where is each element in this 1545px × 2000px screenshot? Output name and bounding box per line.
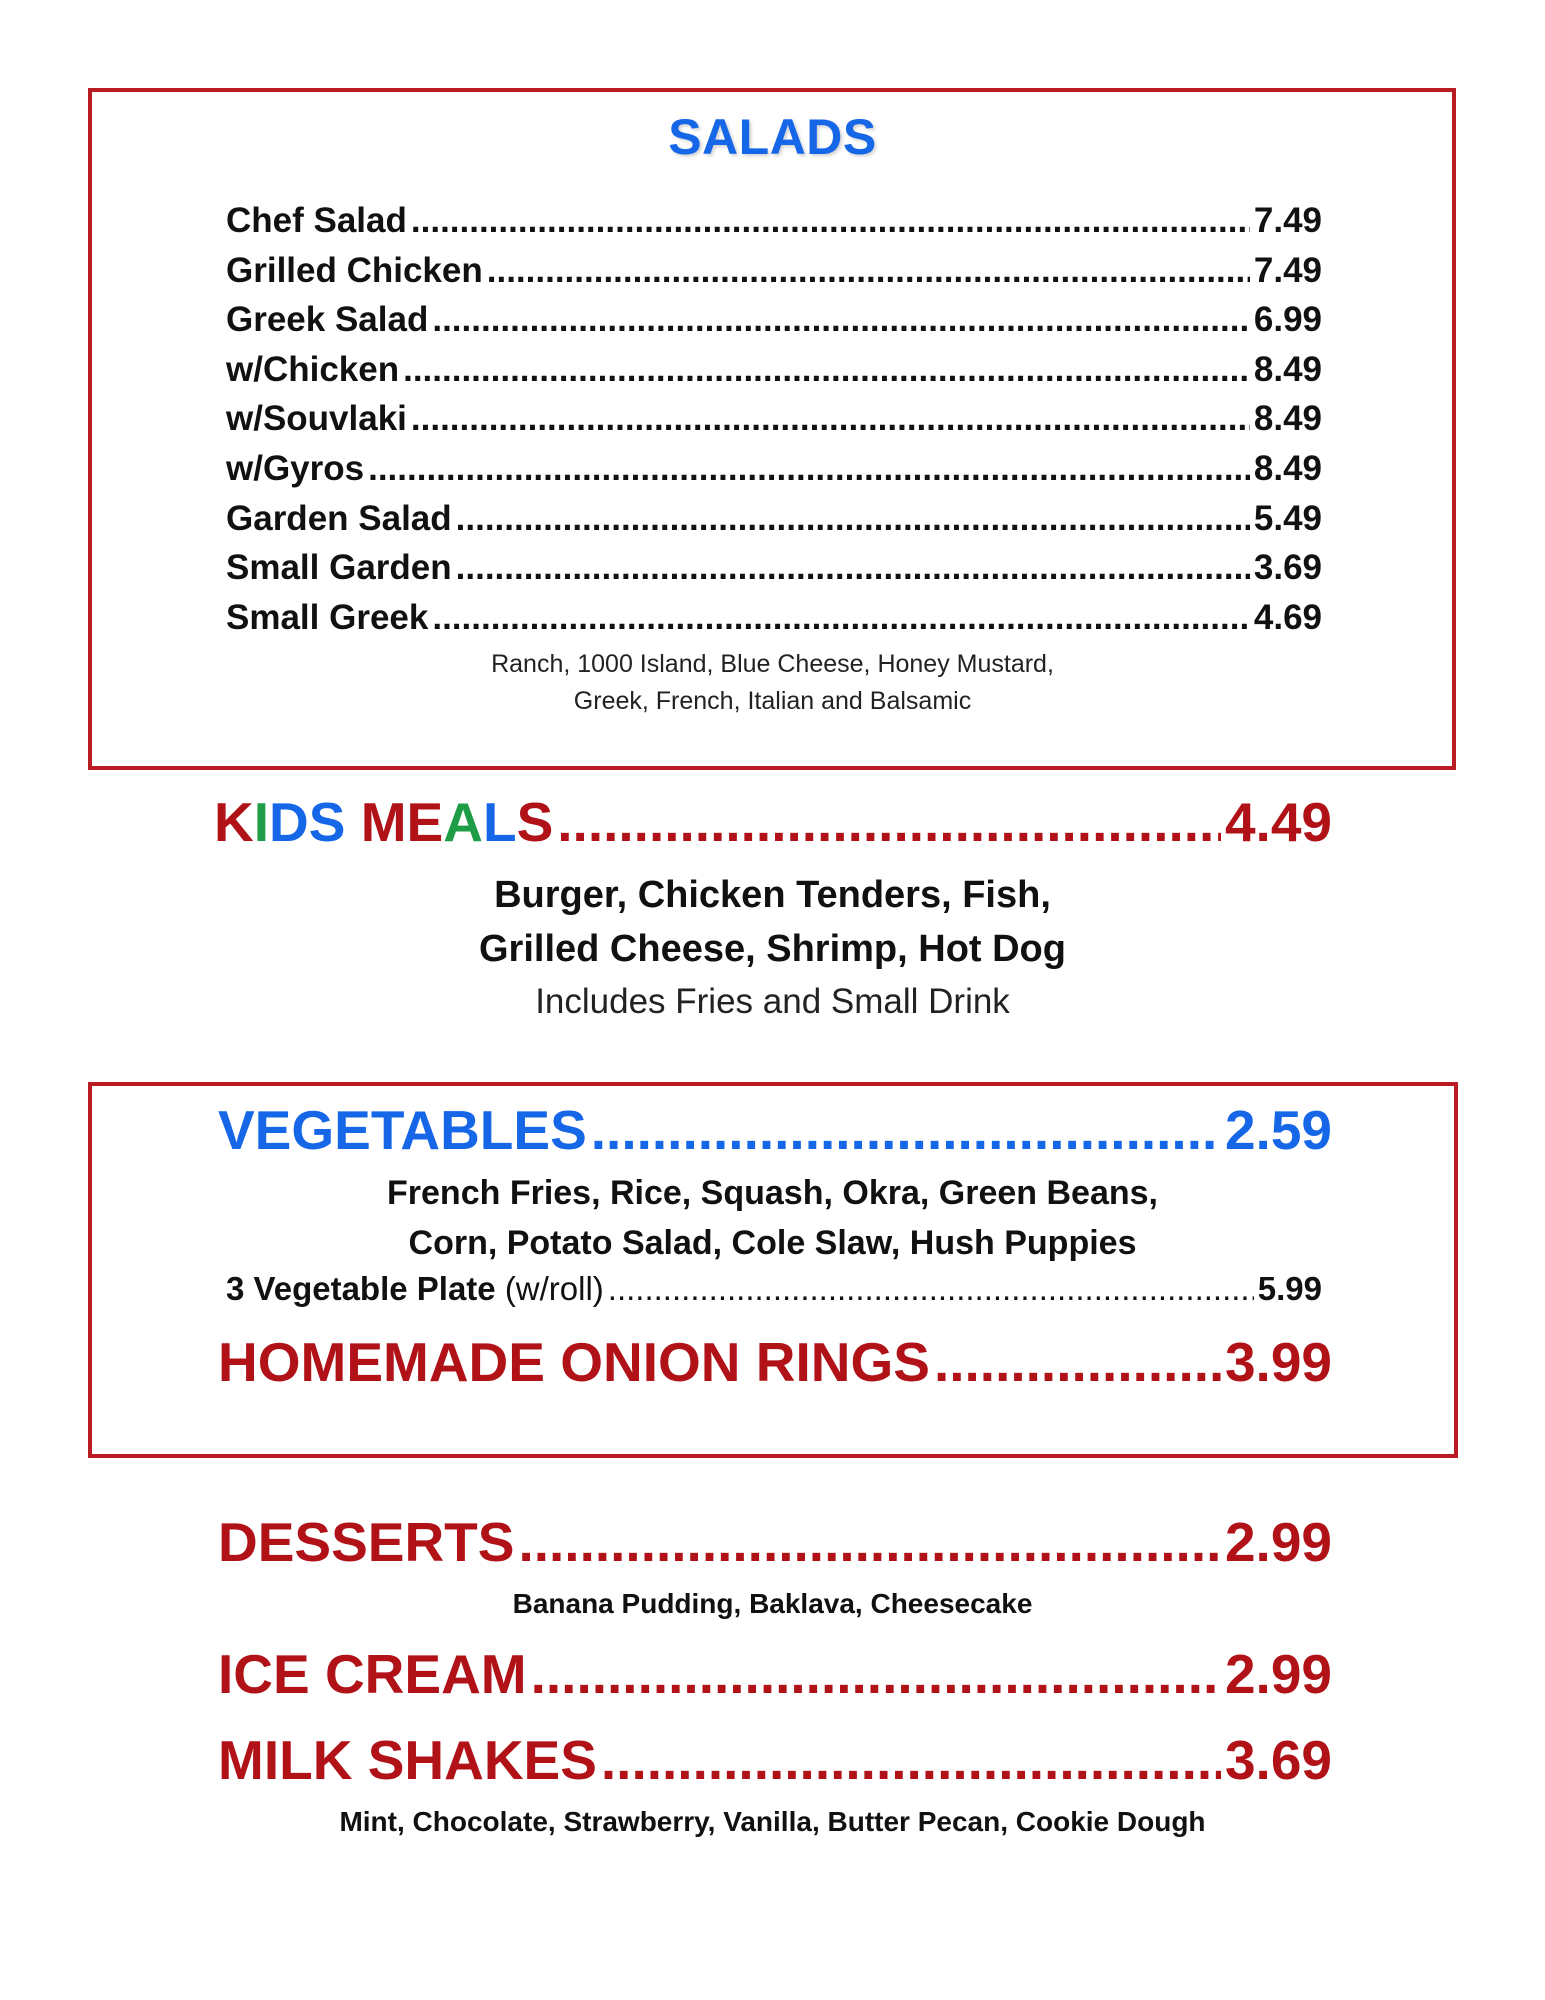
- kids-title-letter: E: [406, 791, 444, 853]
- leader-dots: [456, 494, 1250, 544]
- kids-title-letter: D: [269, 791, 309, 853]
- kids-title-letter: S: [308, 791, 346, 853]
- salad-item-name: Small Garden: [226, 548, 452, 588]
- salads-list: [226, 196, 1322, 642]
- kids-title-letter: K: [214, 791, 254, 853]
- vegetable-plate-note: (w/roll): [504, 1270, 604, 1307]
- kids-title-letter: I: [253, 791, 270, 853]
- vegetable-plate-label: 3 Vegetable Plate: [226, 1270, 496, 1307]
- kids-meals-heading: [214, 790, 553, 854]
- salad-item: [226, 394, 1322, 444]
- leader-dots: [608, 1270, 1254, 1308]
- ice-cream-heading: ICE CREAM: [218, 1643, 527, 1705]
- salad-item-price: 8.49: [1253, 448, 1322, 488]
- leader-dots: [432, 593, 1250, 643]
- onion-rings-row: [218, 1330, 1332, 1394]
- kids-title-letter: L: [482, 791, 517, 853]
- onion-rings-heading: HOMEMADE ONION RINGS: [218, 1331, 930, 1393]
- kids-meals-items: [0, 868, 1545, 976]
- salad-item-name: Small Greek: [226, 597, 429, 637]
- salad-item-name: Garden Salad: [226, 498, 452, 538]
- salad-item-price: 5.49: [1253, 498, 1322, 538]
- desserts-heading: DESSERTS: [218, 1511, 515, 1573]
- leader-dots: [601, 1728, 1221, 1792]
- vegetables-items-line: Corn, Potato Salad, Cole Slaw, Hush Puppies: [408, 1224, 1137, 1262]
- salad-item-price: 7.49: [1253, 250, 1322, 290]
- salad-item: [226, 196, 1322, 246]
- salad-item-name: Grilled Chicken: [226, 250, 483, 290]
- salad-item-name: w/Chicken: [226, 349, 400, 389]
- salad-item-price: 3.69: [1253, 548, 1322, 588]
- leader-dots: [456, 543, 1250, 593]
- salad-item: [226, 345, 1322, 395]
- leader-dots: [411, 394, 1250, 444]
- salad-item-price: 7.49: [1253, 201, 1322, 240]
- salad-item-price: 4.69: [1253, 597, 1322, 637]
- milk-shakes-price: 3.69: [1224, 1729, 1332, 1791]
- salad-item: [226, 246, 1322, 296]
- leader-dots: [518, 1510, 1220, 1574]
- leader-dots: [368, 444, 1250, 494]
- leader-dots: [531, 1642, 1221, 1706]
- onion-rings-price: 3.99: [1224, 1331, 1332, 1393]
- kids-title-letter: [345, 791, 360, 853]
- kids-title-letter: S: [516, 791, 554, 853]
- vegetable-plate-name: [226, 1270, 604, 1308]
- kids-meals-row: [214, 790, 1332, 854]
- salad-item-price: 6.99: [1253, 300, 1322, 340]
- salad-item-name: w/Souvlaki: [226, 399, 407, 439]
- salad-item-name: Chef Salad: [226, 201, 407, 240]
- salad-item-name: w/Gyros: [226, 448, 365, 488]
- kids-title-letter: A: [443, 791, 483, 853]
- salad-item: [226, 444, 1322, 494]
- vegetable-plate-row: [226, 1270, 1322, 1308]
- dressings-note: [0, 646, 1545, 720]
- kids-meals-price: 4.49: [1224, 791, 1332, 853]
- vegetables-heading: VEGETABLES: [218, 1099, 587, 1161]
- desserts-items: Banana Pudding, Baklava, Cheesecake: [512, 1588, 1033, 1619]
- desserts-price: 2.99: [1224, 1511, 1332, 1573]
- salad-item-name: Greek Salad: [226, 300, 429, 340]
- dressings-line: Greek, French, Italian and Balsamic: [573, 687, 972, 715]
- desserts-row: [218, 1510, 1332, 1574]
- salad-item: [226, 494, 1322, 544]
- salad-item: [226, 593, 1322, 643]
- salad-item-price: 8.49: [1253, 349, 1322, 389]
- vegetables-price: 2.59: [1224, 1099, 1332, 1161]
- milk-shakes-heading: MILK SHAKES: [218, 1729, 597, 1791]
- salad-item-price: 8.49: [1253, 399, 1322, 439]
- vegetables-row: [218, 1098, 1332, 1162]
- milk-shakes-row: [218, 1728, 1332, 1792]
- salad-item: [226, 543, 1322, 593]
- vegetable-plate-price: 5.99: [1257, 1270, 1322, 1307]
- dressings-line: Ranch, 1000 Island, Blue Cheese, Honey Mustard,: [491, 650, 1054, 678]
- leader-dots: [934, 1330, 1221, 1394]
- leader-dots: [432, 295, 1250, 345]
- kids-items-line: Burger, Chicken Tenders, Fish,: [494, 874, 1051, 916]
- milk-shakes-flavors: Mint, Chocolate, Strawberry, Vanilla, Butter Pecan, Cookie Dough: [339, 1806, 1206, 1837]
- leader-dots: [403, 345, 1250, 395]
- leader-dots: [591, 1098, 1221, 1162]
- leader-dots: [557, 790, 1221, 854]
- vegetables-items-line: French Fries, Rice, Squash, Okra, Green Beans,: [387, 1174, 1158, 1212]
- kids-meals-note: Includes Fries and Small Drink: [535, 982, 1010, 1021]
- salads-heading: SALADS: [668, 109, 877, 165]
- salad-item: [226, 295, 1322, 345]
- leader-dots: [487, 246, 1250, 296]
- kids-title-letter: M: [360, 791, 407, 853]
- kids-items-line: Grilled Cheese, Shrimp, Hot Dog: [479, 928, 1066, 970]
- vegetables-items: [0, 1168, 1545, 1268]
- leader-dots: [411, 196, 1250, 246]
- ice-cream-row: [218, 1642, 1332, 1706]
- ice-cream-price: 2.99: [1224, 1643, 1332, 1705]
